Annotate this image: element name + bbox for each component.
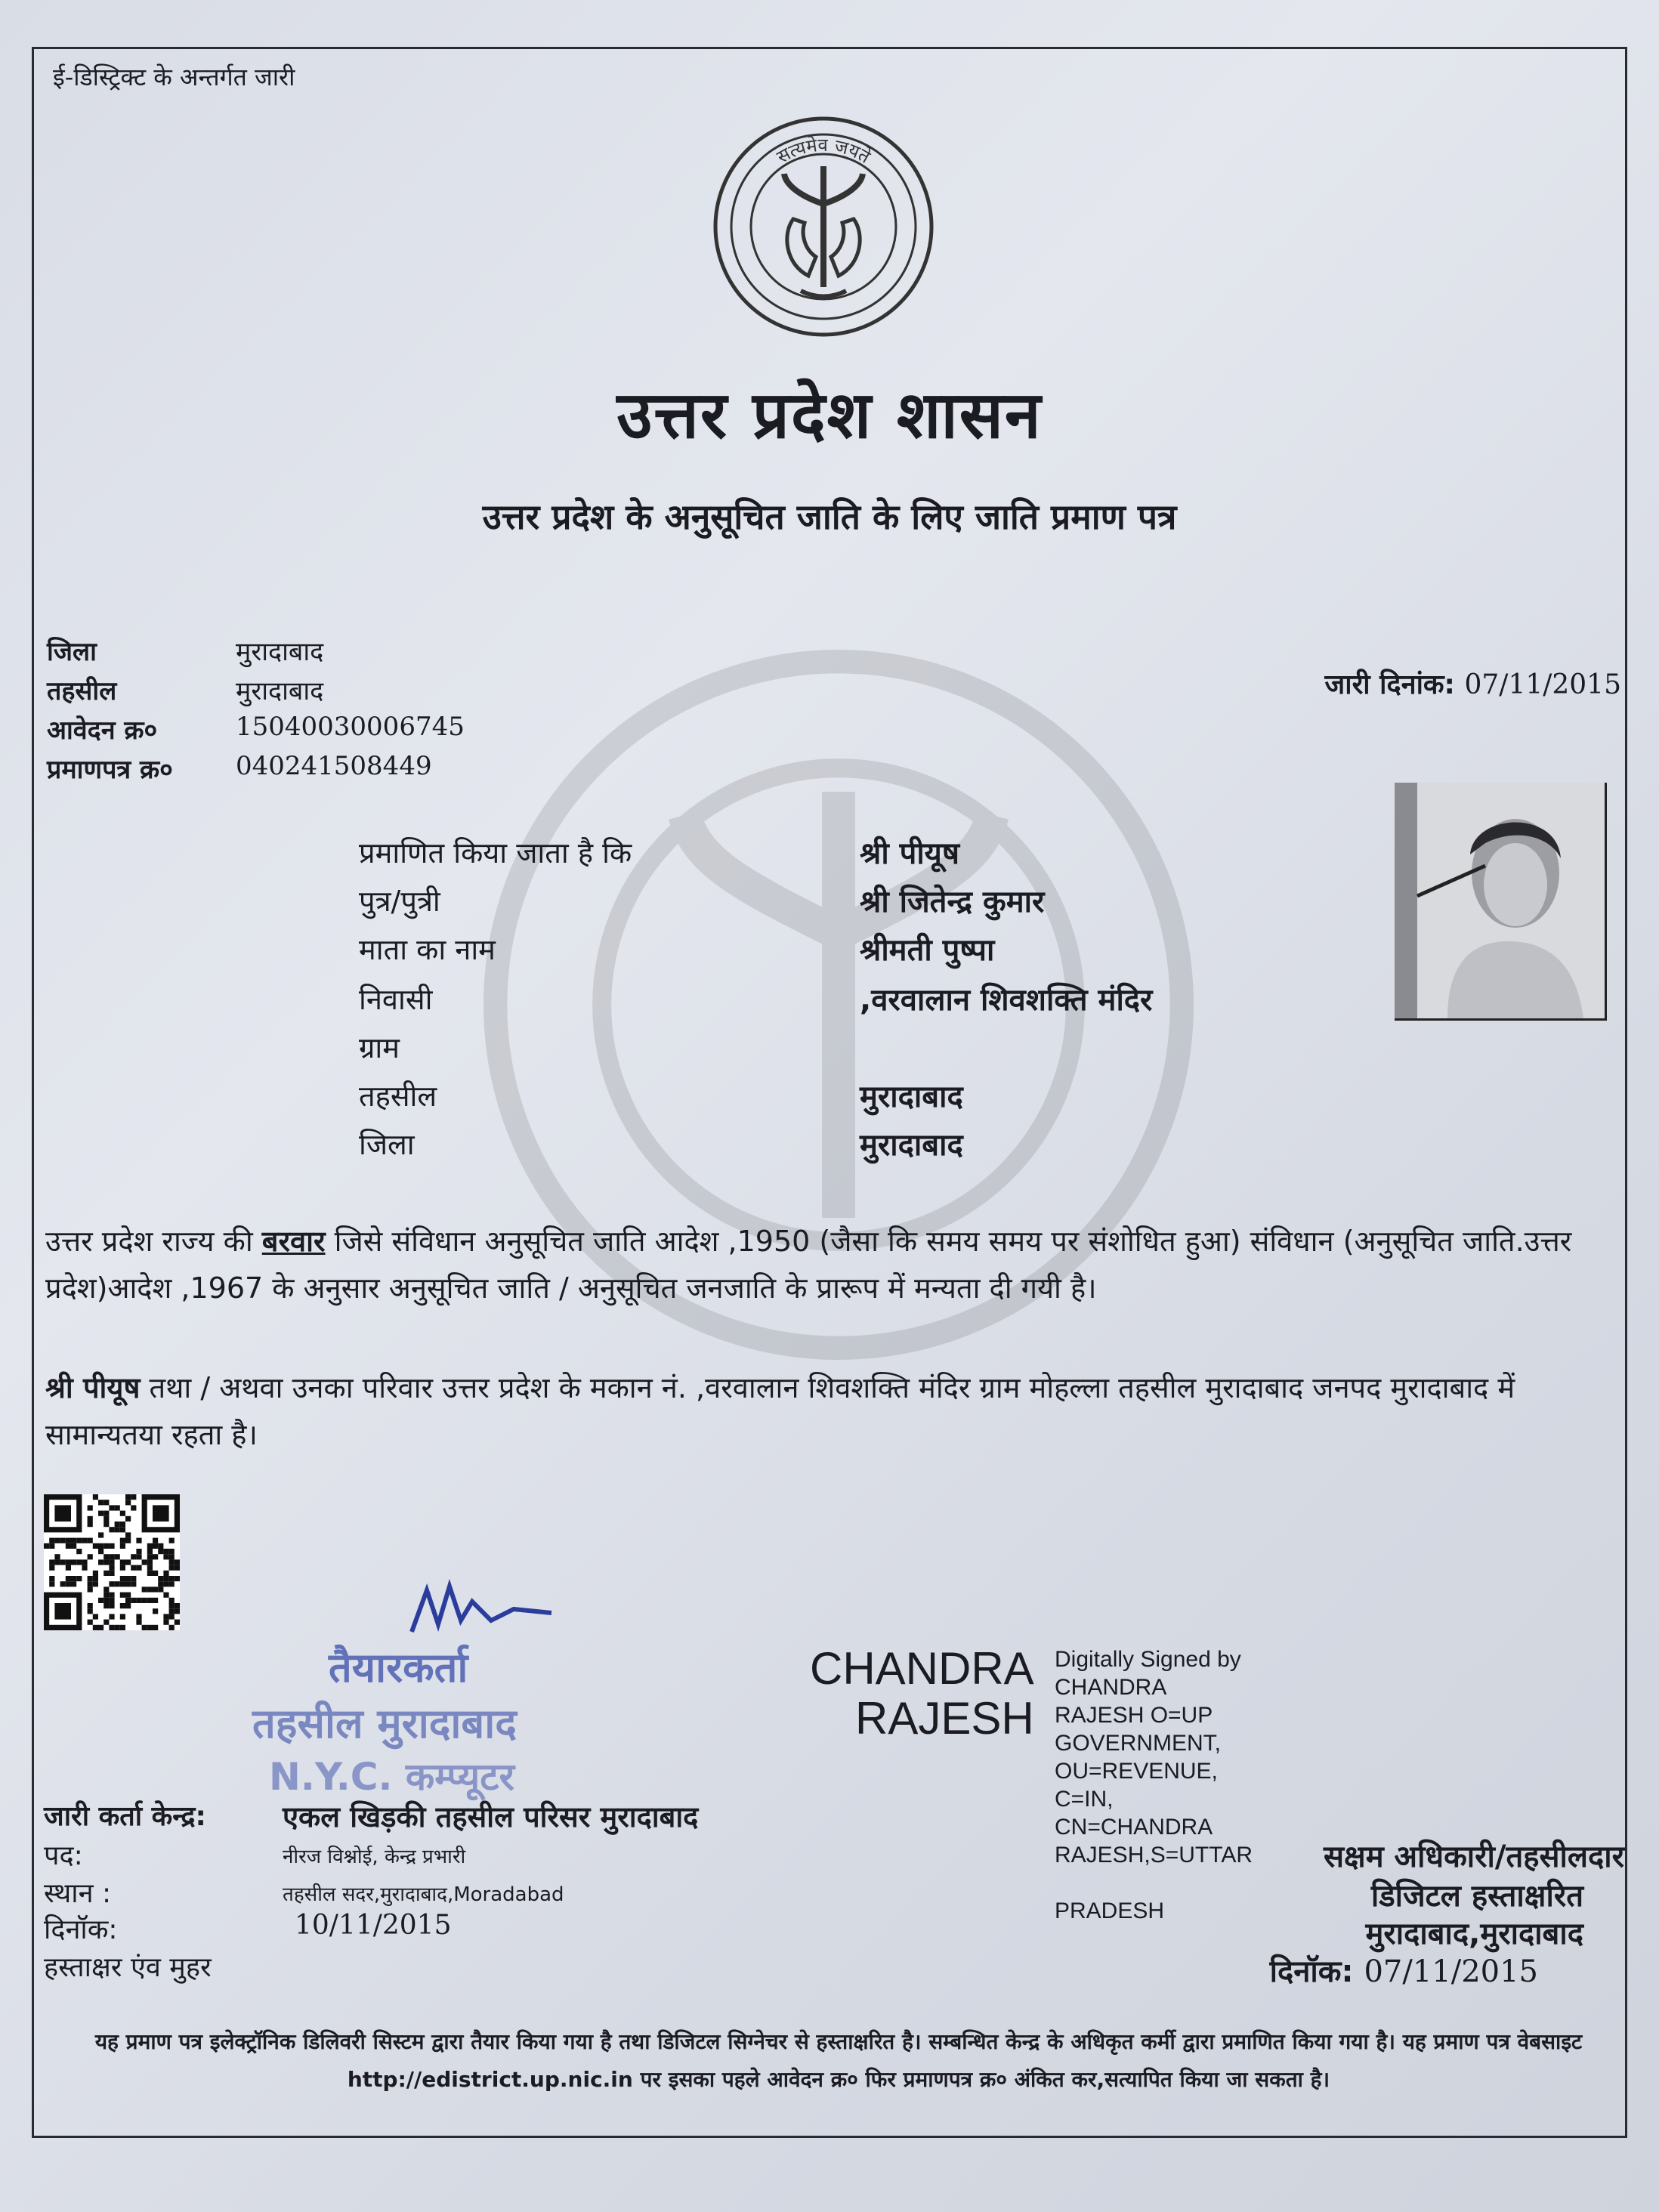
field-value-resident: ,वरवालान शिवशक्ति मंदिर [860,983,1153,1018]
certificate-subtitle: उत्तर प्रदेश के अनुसूचित जाति के लिए जाति प्रमाण पत्र [482,496,1177,537]
field-label-tehsil: तहसील [359,1080,437,1113]
issuer-sign-label: हस्ताक्षर एंव मुहर [44,1952,212,1983]
issue-date [1325,665,1621,702]
issuer-center-value: एकल खिड़की तहसील परिसर मुरादाबाद [283,1800,699,1834]
up-state-emblem-icon [710,113,937,340]
footer-note: यह प्रमाण पत्र इलेक्ट्रॉनिक डिलिवरी सिस्टम द्वारा तैयार किया गया है तथा डिजिटल सिग्नेचर से हस्ताक्षरित है। सम्बन्धित केन्द्र के अधिकृत कर्मी द्वारा प्रमाणित किया गया है। यह प्रमाण पत्र वेबसाइट http://edistrict.up.nic.in पर इसका पहले आवेदन क्र० फिर प्रमाणपत्र क्र० अंकित कर,सत्यापित किया जा सकता है। [94,2029,1583,2092]
issuer-center-label: जारी कर्ता केन्द्र: [44,1801,206,1832]
stamp-line-3: N.Y.C. कम्प्यूटर [269,1755,514,1799]
applicant-photo [1395,783,1607,1021]
meta-value-tehsil: मुरादाबाद [236,676,324,706]
issuer-place-value: तहसील सदर,मुरादाबाद,Moradabad [283,1883,564,1906]
field-label-district: जिला [359,1128,415,1161]
authority-date-label: दिनॉक: [1269,1954,1354,1989]
authority-digital-signed: डिजिटल हस्ताक्षरित [1370,1879,1583,1914]
svg-text:सत्यमेव जयते: सत्यमेव जयते [773,134,874,168]
issuer-post-label: पद: [44,1840,83,1871]
authority-title: सक्षम अधिकारी/तहसीलदार [1323,1840,1624,1874]
field-label-resident: निवासी [359,983,433,1016]
field-value-tehsil: मुरादाबाद [860,1080,963,1114]
meta-label-district: जिला [47,637,97,667]
field-value-mother: श्रीमती पुष्पा [860,933,995,968]
resident-name: श्री पीयूष [45,1371,141,1404]
meta-label-certificate-no: प्रमाणपत्र क्र० [47,755,173,785]
caste-paragraph [45,1218,1594,1311]
residence-paragraph [45,1364,1594,1458]
authority-location: मुरादाबाद,मुरादाबाद [1365,1917,1583,1951]
preparer-stamp [227,1579,650,1806]
caste-paragraph-rest: जिसे संविधान अनुसूचित जाति आदेश ,1950 (जैसा कि समय समय पर संशोधित हुआ) संविधान (अनुसूचित जाति.उत्तर प्रदेश)आदेश ,1967 के अनुसार अनुसूचित जाति / अनुसूचित जनजाति के प्रारूप में मन्यता दी गयी है। [45,1225,1572,1305]
meta-label-application-no: आवेदन क्र० [47,715,158,746]
caste-name: बरवार [261,1225,326,1258]
handwritten-initials [408,1579,559,1647]
authority-date-value: 07/11/2015 [1364,1954,1538,1989]
field-label-village: ग्राम [359,1031,400,1064]
field-label-son-daughter: पुत्र/पुत्री [359,885,440,918]
signer-name-line-1: CHANDRA [810,1643,1034,1694]
field-value-father: श्री जितेन्द्र कुमार [860,885,1045,919]
field-label-mother: माता का नाम [359,933,496,966]
field-value-district: मुरादाबाद [860,1128,963,1163]
meta-label-tehsil: तहसील [47,676,117,706]
stamp-line-2: तहसील मुरादाबाद [252,1700,517,1747]
qr-code-icon [44,1494,180,1630]
issue-date-value: 07/11/2015 [1464,669,1621,700]
signer-name-line-2: RAJESH [854,1693,1034,1744]
signer-name [810,1644,1034,1744]
meta-value-application-no: 15040030006745 [236,712,465,742]
person-photo-icon [1395,783,1605,1018]
header-note: ई-डिस्ट्रिक्ट के अन्तर्गत जारी [53,63,295,91]
issuer-date-value: 10/11/2015 [295,1910,452,1941]
meta-value-district: मुरादाबाद [236,637,324,667]
caste-paragraph-start: उत्तर प्रदेश राज्य की [45,1225,262,1258]
meta-value-certificate-no: 040241508449 [236,751,432,781]
field-value-name: श्री पीयूष [860,836,960,871]
issuer-post-value: नीरज विश्नोई, केन्द्र प्रभारी [283,1846,466,1868]
residence-paragraph-rest: तथा / अथवा उनका परिवार उत्तर प्रदेश के मकान नं. ,वरवालान शिवशक्ति मंदिर ग्राम मोहल्ला तहसील मुरादाबाद जनपद मुरादाबाद में सामान्यतया रहता है। [45,1371,1515,1451]
issuer-date-label: दिनॉक: [44,1914,118,1945]
issue-date-label: जारी दिनांक: [1324,669,1455,700]
authority-date [1270,1949,1538,1991]
stamp-line-1: तैयारकर्ता [329,1644,468,1691]
field-label-certified: प्रमाणित किया जाता है कि [359,836,632,870]
issuer-place-label: स्थान : [44,1878,112,1909]
page-title: उत्तर प्रदेश शासन [616,378,1043,453]
digital-signature-details: Digitally Signed by CHANDRA RAJESH O=UP GOVERNMENT, OU=REVENUE, C=IN, CN=CHANDRA RAJESH,S=UTTAR PRADESH [1055,1647,1253,1923]
